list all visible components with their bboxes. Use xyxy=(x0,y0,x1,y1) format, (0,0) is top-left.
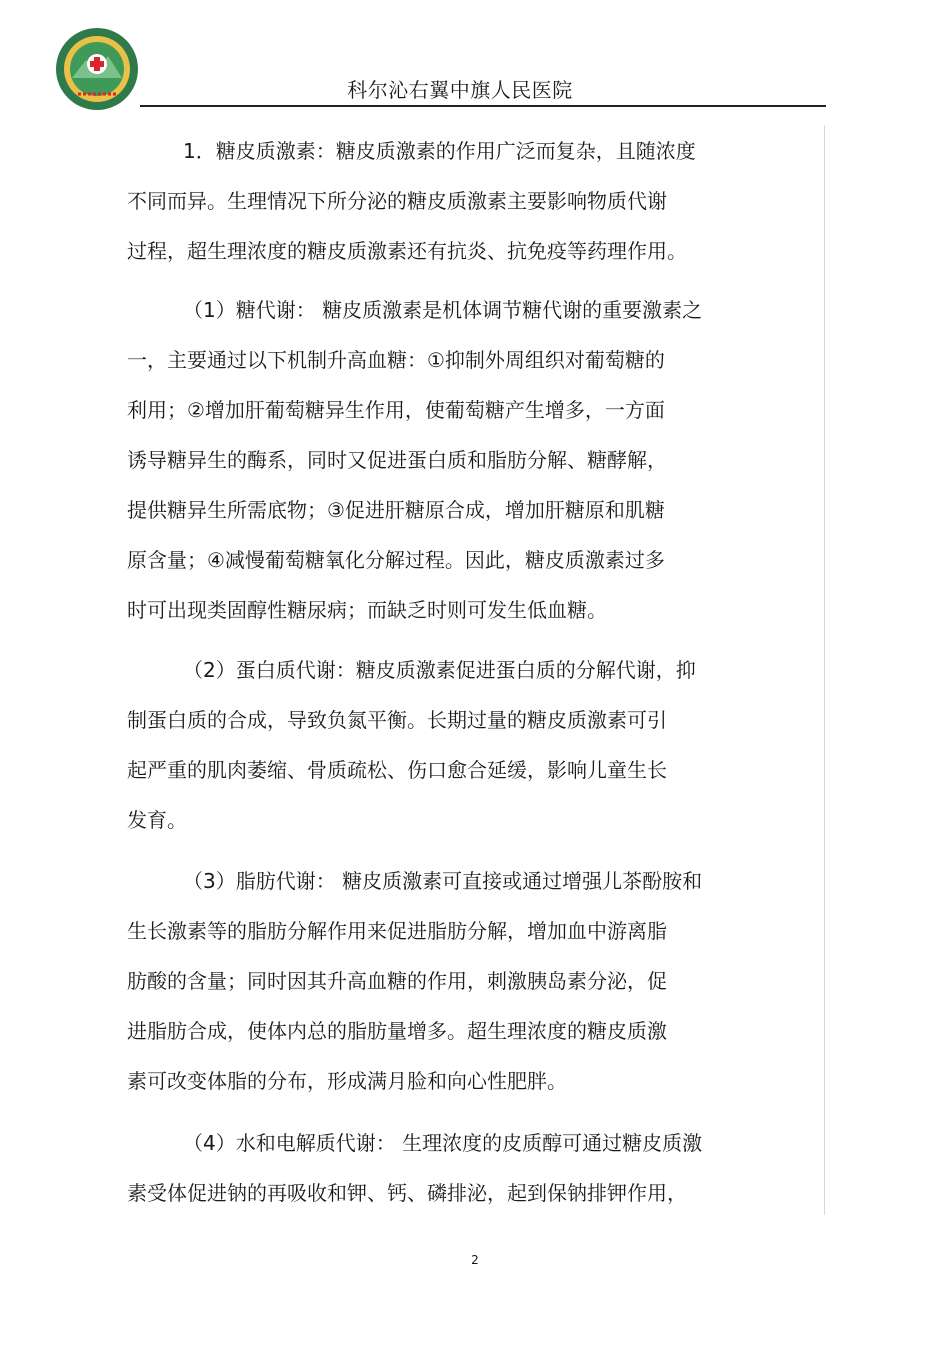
text-line: （2）蛋白质代谢：糖皮质激素促进蛋白质的分解代谢，抑 xyxy=(183,658,696,682)
hospital-name: 科尔沁右翼中旗人民医院 xyxy=(347,78,573,102)
text-line: 原含量；④减慢葡萄糖氧化分解过程。因此，糖皮质激素过多 xyxy=(127,548,665,572)
text-line: 生长激素等的脂肪分解作用来促进脂肪分解，增加血中游离脂 xyxy=(127,919,667,943)
text-line: 过程，超生理浓度的糖皮质激素还有抗炎、抗免疫等药理作用。 xyxy=(127,239,687,263)
text-line: 时可出现类固醇性糖尿病；而缺乏时则可发生低血糖。 xyxy=(127,598,607,622)
text-line: 不同而异。生理情况下所分泌的糖皮质激素主要影响物质代谢 xyxy=(127,189,667,213)
paragraph-protein-metabolism xyxy=(127,658,807,858)
text-line: 诱导糖异生的酶系，同时又促进蛋白质和脂肪分解、糖酵解， xyxy=(127,448,667,472)
right-margin-line xyxy=(824,125,825,1215)
text-line: 利用；②增加肝葡萄糖异生作用，使葡萄糖产生增多，一方面 xyxy=(127,398,665,422)
text-line: 肪酸的含量；同时因其升高血糖的作用，刺激胰岛素分泌，促 xyxy=(127,969,667,993)
text-line: 1．糖皮质激素：糖皮质激素的作用广泛而复杂，且随浓度 xyxy=(183,139,696,163)
page-number: 2 xyxy=(471,1253,479,1267)
text-line: 提供糖异生所需底物；③促进肝糖原合成，增加肝糖原和肌糖 xyxy=(127,498,665,522)
text-line: 发育。 xyxy=(127,808,187,832)
paragraph-water-electrolyte-metabolism xyxy=(127,1131,807,1231)
text-line: 素受体促进钠的再吸收和钾、钙、磷排泌，起到保钠排钾作用， xyxy=(127,1181,687,1205)
text-line: （4）水和电解质代谢： 生理浓度的皮质醇可通过糖皮质激 xyxy=(183,1131,703,1155)
text-line: （1）糖代谢： 糖皮质激素是机体调节糖代谢的重要激素之 xyxy=(183,298,703,322)
text-line: 制蛋白质的合成，导致负氮平衡。长期过量的糖皮质激素可引 xyxy=(127,708,667,732)
header-rule xyxy=(140,105,826,107)
paragraph-fat-metabolism xyxy=(127,869,807,1119)
text-line: 一，主要通过以下机制升高血糖：①抑制外周组织对葡萄糖的 xyxy=(127,348,665,372)
text-line: 起严重的肌肉萎缩、骨质疏松、伤口愈合延缓，影响儿童生长 xyxy=(127,758,667,782)
hospital-emblem-icon xyxy=(52,26,142,112)
text-line: 素可改变体脂的分布，形成满月脸和向心性肥胖。 xyxy=(127,1069,567,1093)
paragraph-glucocorticoid-overview xyxy=(127,139,807,289)
paragraph-sugar-metabolism xyxy=(127,298,807,648)
text-line: 进脂肪合成，使体内总的脂肪量增多。超生理浓度的糖皮质激 xyxy=(127,1019,667,1043)
text-line: （3）脂肪代谢： 糖皮质激素可直接或通过增强儿茶酚胺和 xyxy=(183,869,703,893)
